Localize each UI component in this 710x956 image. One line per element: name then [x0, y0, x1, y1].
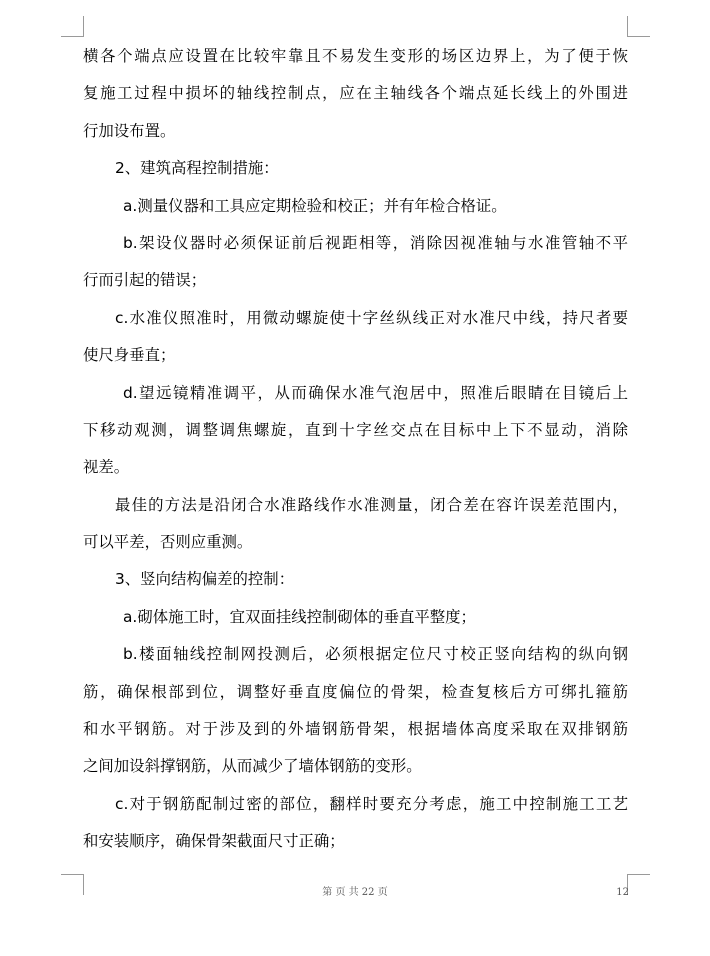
text-line: a.测量仪器和工具应定期检验和校正；并有年检合格证。 — [123, 196, 507, 215]
text-line: 使尺身垂直； — [83, 346, 176, 365]
page-footer-text: 第 页 共 22 页 — [322, 887, 388, 898]
text-line: a.砌体施工时，宜双面挂线控制砌体的垂直平整度； — [123, 607, 476, 626]
text-line: 最佳的方法是沿闭合水准路线作水准测量，闭合差在容许误差范围内， — [115, 495, 628, 514]
document-body — [83, 38, 628, 861]
text-line: 复施工过程中损坏的轴线控制点，应在主轴线各个端点延长线上的外围进 — [83, 84, 628, 103]
text-line: 可以平差，否则应重测。 — [83, 533, 253, 552]
text-line: b.架设仪器时必须保证前后视距相等，消除因视准轴与水准管轴不平 — [123, 233, 628, 252]
text-line: c.对于钢筋配制过密的部位，翻样时要充分考虑，施工中控制施工工艺 — [115, 794, 628, 813]
text-line: 横各个端点应设置在比较牢靠且不易发生变形的场区边界上，为了便于恢 — [83, 47, 628, 65]
text-line: c.水准仪照准时，用微动螺旋使十字丝纵线正对水准尺中线，持尺者要 — [115, 308, 628, 327]
text-line: d.望远镜精准调平，从而确保水准气泡居中，照准后眼睛在目镜后上 — [123, 383, 628, 402]
text-line: 视差。 — [83, 458, 130, 477]
page-number: 12 — [616, 887, 629, 898]
text-line: 和水平钢筋。对于涉及到的外墙钢筋骨架，根据墙体高度采取在双排钢筋 — [83, 720, 628, 739]
text-line: b.楼面轴线控制网投测后，必须根据定位尺寸校正竖向结构的纵向钢 — [123, 645, 628, 664]
text-line: 行加设布置。 — [83, 121, 176, 140]
text-line: 筋，确保根部到位，调整好垂直度偏位的骨架，检查复核后方可绑扎箍筋 — [83, 682, 628, 701]
text-line: 之间加设斜撑钢筋，从而减少了墙体钢筋的变形。 — [83, 757, 422, 776]
text-line: 2、建筑高程控制措施： — [115, 159, 279, 178]
crop-mark-top-left — [61, 16, 84, 37]
text-line: 和安装顺序，确保骨架截面尺寸正确； — [83, 832, 345, 851]
text-line: 行而引起的错误； — [83, 271, 207, 290]
text-line: 3、竖向结构偏差的控制： — [115, 570, 295, 589]
text-line: 下移动观测，调整调焦螺旋，直到十字丝交点在目标中上下不显动，消除 — [83, 420, 628, 439]
crop-mark-top-right — [627, 16, 650, 37]
